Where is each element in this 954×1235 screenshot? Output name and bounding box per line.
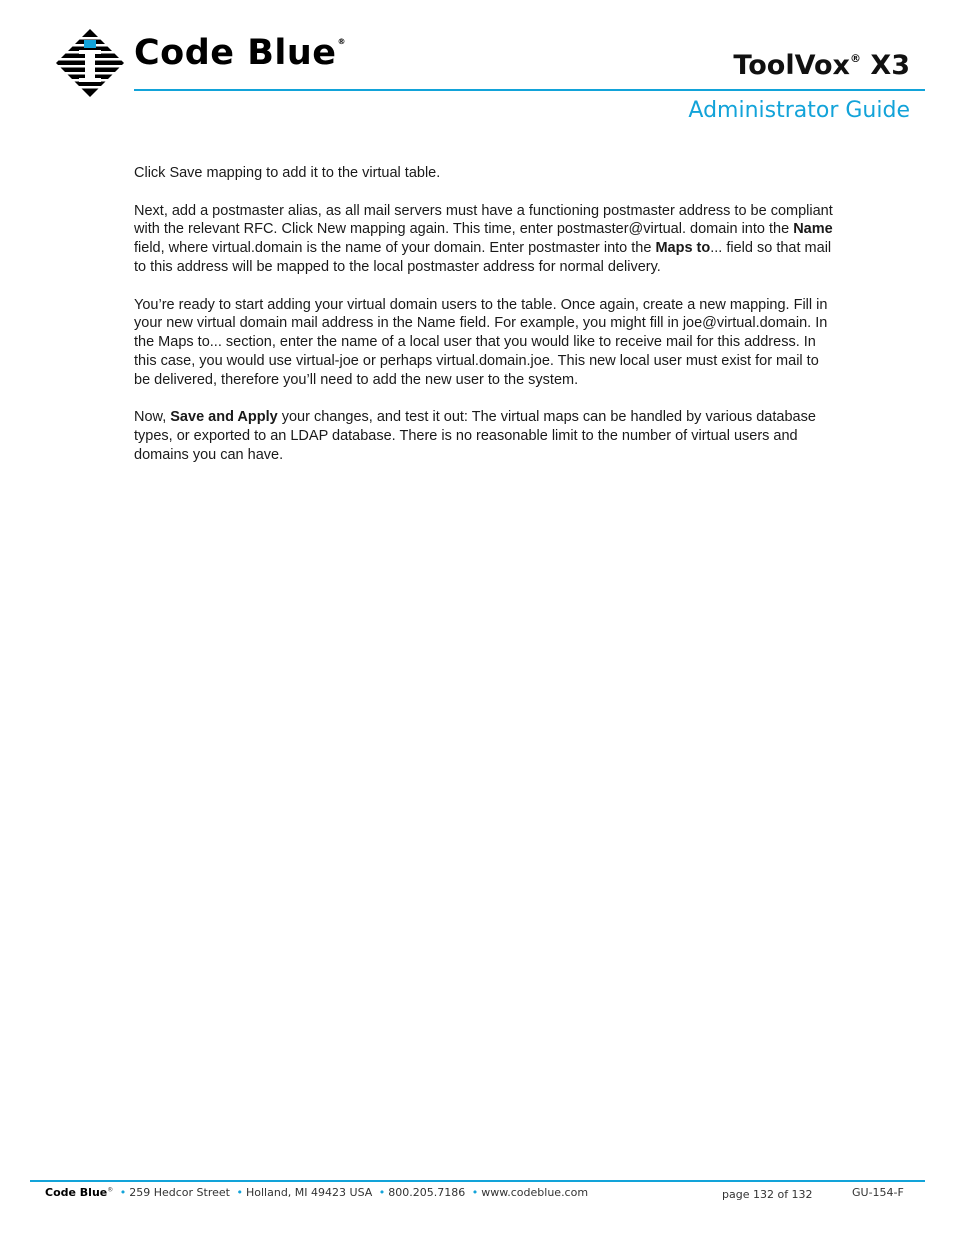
brand-logotype (134, 33, 347, 73)
document-body (134, 164, 834, 484)
paragraph-postmaster-alias: Next, add a postmaster alias, as all mail servers must have a functioning postmaster address to be compliant with the relevant RFC. Click New mapping again. This time, enter postmaster@virtual. domain into the Name field, where virtual.domain is the name of your domain. Enter postmaster into the Maps to... field so that mail to this address will be mapped to the local postmaster address for normal delivery. (134, 202, 833, 275)
brand-name: Code Blue (134, 33, 337, 73)
footer-phone: 800.205.7186 (388, 1186, 466, 1199)
footer-separator: • (378, 1186, 386, 1199)
product-suffix: X3 (860, 50, 910, 81)
header-divider (134, 89, 925, 91)
product-title (733, 50, 910, 81)
bold-maps-to: Maps to (655, 240, 711, 257)
page-number: page 132 of 132 (722, 1188, 813, 1201)
paragraph-save-apply: Now, Save and Apply your changes, and test it out: The virtual maps can be handled by various database types, or exported to an LDAP database. There is no reasonable limit to the number of virtual users and domains you can have. (134, 409, 816, 463)
document-code: GU-154-F (852, 1186, 904, 1199)
footer-address (45, 1186, 588, 1199)
bold-save-and-apply: Save and Apply (170, 409, 278, 426)
paragraph-save-mapping: Click Save mapping to add it to the virtual table. (134, 165, 441, 181)
footer-divider (30, 1180, 925, 1182)
footer-city: Holland, MI 49423 USA (246, 1186, 373, 1199)
footer-street: 259 Hedcor Street (129, 1186, 230, 1199)
footer-brand-mark: ® (107, 1186, 114, 1194)
product-name: ToolVox (733, 50, 850, 81)
footer-brand: Code Blue (45, 1186, 108, 1199)
paragraph-virtual-users: You’re ready to start adding your virtual domain users to the table. Once again, create a new mapping. Fill in your new virtual domain mail address in the Name field. For example, you might fill in joe@virtual.domain. In the Maps to... section, enter the name of a local user that you would like to receive mail for this address. In this case, you would use virtual-joe or perhaps virtual.domain.joe. This new local user must exist for mail to be delivered, therefore you’ll need to add the new user to the system. (134, 296, 828, 388)
footer-website-link[interactable]: www.codeblue.com (481, 1186, 589, 1199)
code-blue-logo-icon (55, 28, 125, 98)
product-registered-mark: ® (849, 52, 861, 65)
guide-subtitle: Administrator Guide (688, 98, 910, 123)
brand-registered-mark: ® (337, 37, 347, 46)
footer-separator: • (236, 1186, 243, 1199)
footer-separator: • (471, 1186, 479, 1199)
footer-separator: • (119, 1186, 127, 1199)
bold-name: Name (793, 221, 833, 238)
